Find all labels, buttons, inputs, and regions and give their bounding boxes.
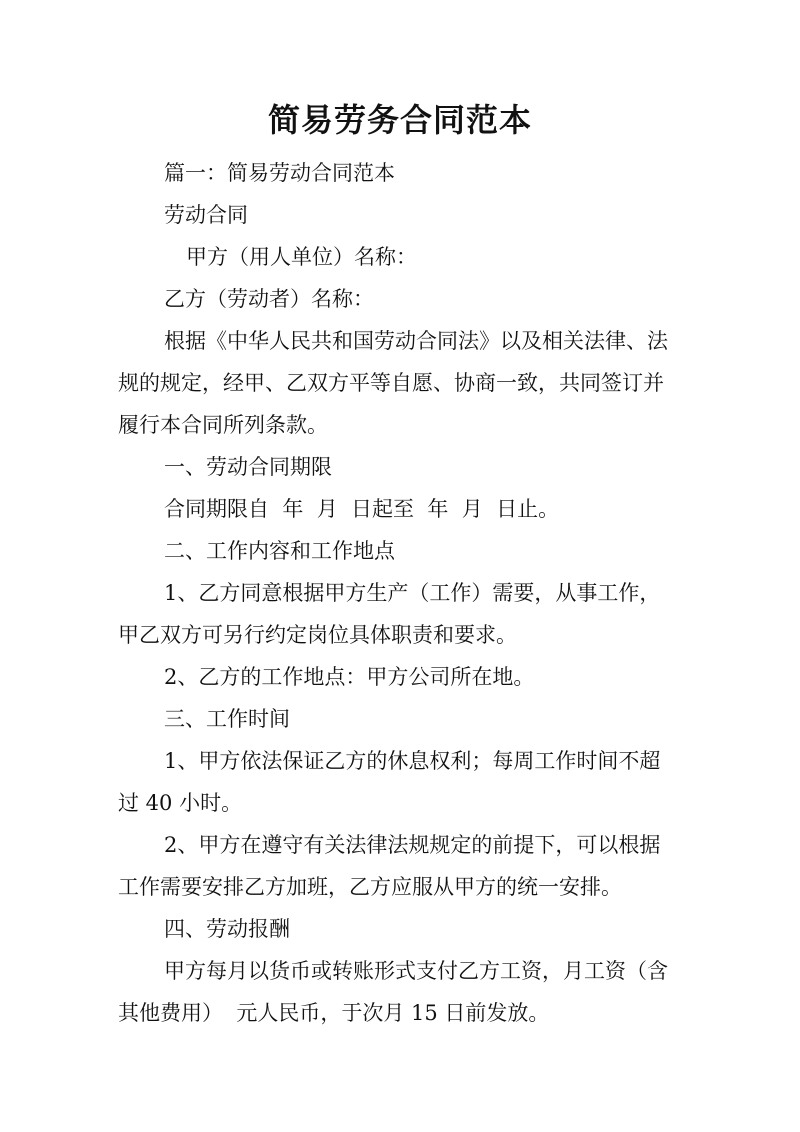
clause-1-heading: 一、劳动合同期限 — [164, 455, 332, 479]
clause-3-heading: 三、工作时间 — [164, 707, 290, 731]
party-b-name: 乙方（劳动者）名称： — [164, 287, 374, 311]
clause-3-item-2: 2、甲方在遵守有关法律法规规定的前提下，可以根据 工作需要安排乙方加班，乙方应服从甲方的统一安排。 — [118, 833, 661, 899]
clause-4-text: 甲方每月以货币或转账形式支付乙方工资，月工资（含 其他费用） 元人民币，于次月 15 日前发放。 — [118, 959, 668, 1025]
section-heading: 篇一：简易劳动合同范本 — [164, 161, 395, 185]
contract-title: 劳动合同 — [164, 203, 248, 227]
clause-2-item-2: 2、乙方的工作地点：甲方公司所在地。 — [164, 665, 535, 689]
party-a-name: 甲方（用人单位）名称： — [186, 245, 417, 269]
clause-2-item-1: 1、乙方同意根据甲方生产（工作）需要，从事工作， 甲乙双方可另行约定岗位具体职责和要求。 — [118, 581, 661, 647]
clause-1-text: 合同期限自 年 月 日起至 年 月 日止。 — [164, 497, 560, 521]
clause-4-heading: 四、劳动报酬 — [164, 917, 290, 941]
clause-2-heading: 二、工作内容和工作地点 — [164, 539, 395, 563]
clause-3-item-1: 1、甲方依法保证乙方的休息权利；每周工作时间不超 过 40 小时。 — [118, 749, 661, 815]
preamble-paragraph: 根据《中华人民共和国劳动合同法》以及相关法律、法 规的规定，经甲、乙双方平等自愿、协商一致，共同签订并 履行本合同所列条款。 — [118, 329, 668, 437]
document-title: 简易劳务合同范本 — [267, 101, 532, 139]
